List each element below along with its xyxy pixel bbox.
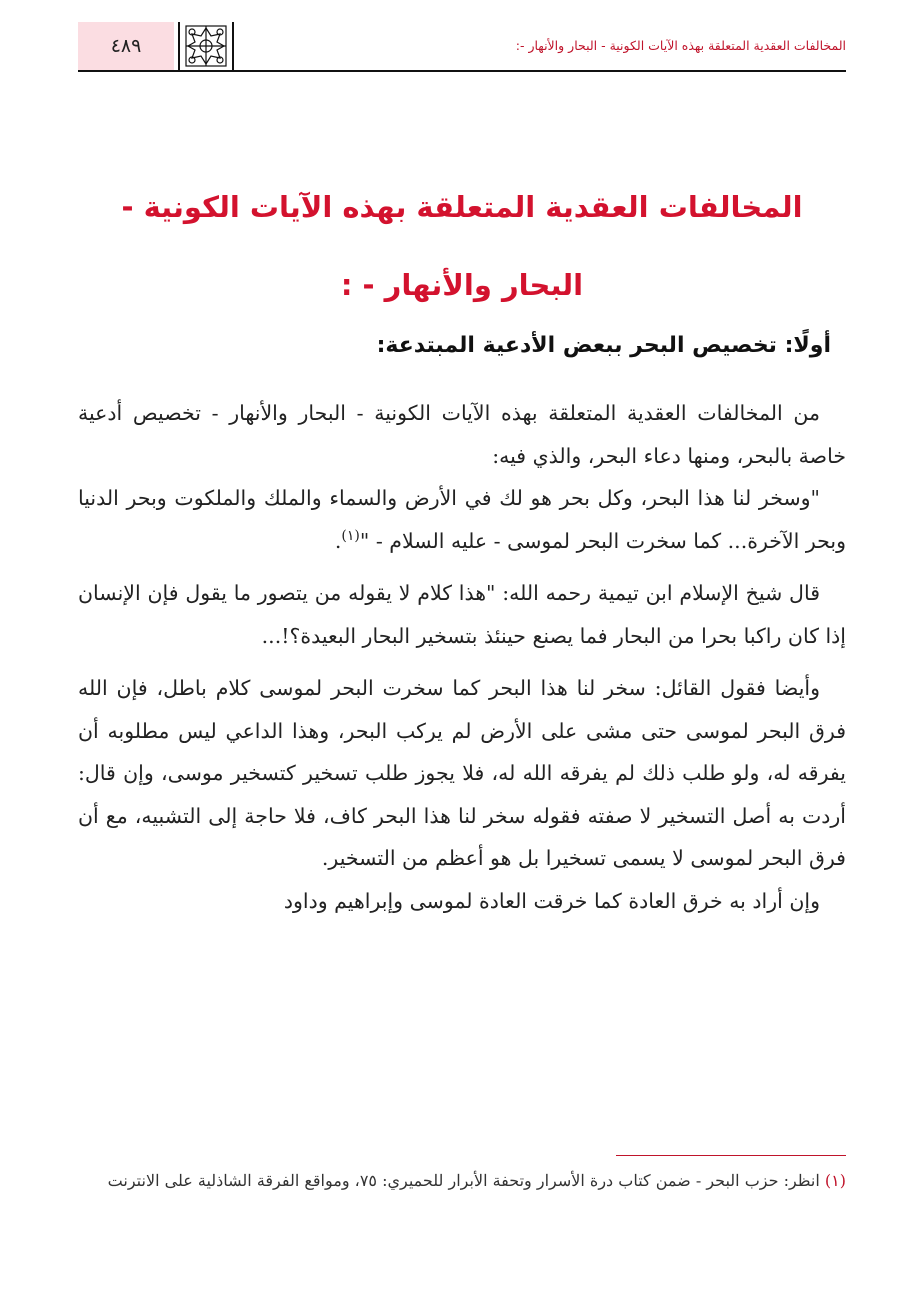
footnote-reference[interactable]: (١) [341, 527, 360, 544]
paragraph-4: وأيضا فقول القائل: سخر لنا هذا البحر كما سخرت البحر لموسى كلام باطل، فإن الله فرق البحر لموسى حتى مشى على الأرض لم يركب البحر، وهذا الداعي ليس مطلوبه أن يفرقه له، ولو طلب ذلك لم يفرقه الله له، فلا يجوز طلب تسخير كتسخير موسى، وإن قال: أردت به أصل التسخير لا صفته فقوله سخر لنا هذا البحر كاف، فلا حاجة إلى التشبيه، مع أن فرق البحر لموسى لا يسمى تسخيرا بل هو أعظم من التسخير. [78, 676, 846, 870]
paragraph-5: وإن أراد به خرق العادة كما خرقت العادة لموسى وإبراهيم وداود [283, 888, 820, 913]
paragraph-2-tail: . [334, 528, 342, 553]
paragraph-2-text: "وسخر لنا هذا البحر، وكل بحر هو لك في الأرض والسماء والملك والملكوت وبحر الدنيا وبحر الآخرة... كما سخرت البحر لموسى - عليه السلام - " [78, 486, 846, 553]
paragraph-2 [78, 477, 846, 562]
page-header [78, 22, 846, 70]
paragraph-1: من المخالفات العقدية المتعلقة بهذه الآيات الكونية - البحار والأنهار - تخصيص أدعية خاصة بالبحر، ومنها دعاء البحر، والذي فيه: [78, 401, 846, 468]
chapter-title-line-1: المخالفات العقدية المتعلقة بهذه الآيات الكونية - [121, 190, 803, 224]
section-heading: أولًا: تخصيص البحر ببعض الأدعية المبتدعة: [376, 333, 831, 358]
chapter-title-line-2: البحار والأنهار - : [340, 268, 584, 302]
running-title: المخالفات العقدية المتعلقة بهذه الآيات الكونية - البحار والأنهار -: [515, 38, 846, 53]
paragraph-3: قال شيخ الإسلام ابن تيمية رحمه الله: "هذا كلام لا يقوله من يتصور ما يقول فإن الإنسان إذا كان راكبا بحرا من البحار فما يصنع حينئذ بتسخير البحار البعيدة؟!... [78, 581, 846, 648]
header-divider [78, 70, 846, 72]
body-text [78, 392, 846, 922]
footnote-text: انظر: حزب البحر - ضمن كتاب درة الأسرار وتحفة الأبرار للحميري: ٧٥، ومواقع الفرقة الشاذلية على الانترنت [107, 1171, 820, 1190]
geometric-star-ornament-icon [178, 22, 234, 70]
page-number: ٤٨٩ [78, 22, 174, 70]
chapter-title [78, 168, 846, 324]
footnote-divider [616, 1155, 846, 1156]
footnote-number: (١) [824, 1171, 846, 1190]
footnote [78, 1166, 846, 1195]
